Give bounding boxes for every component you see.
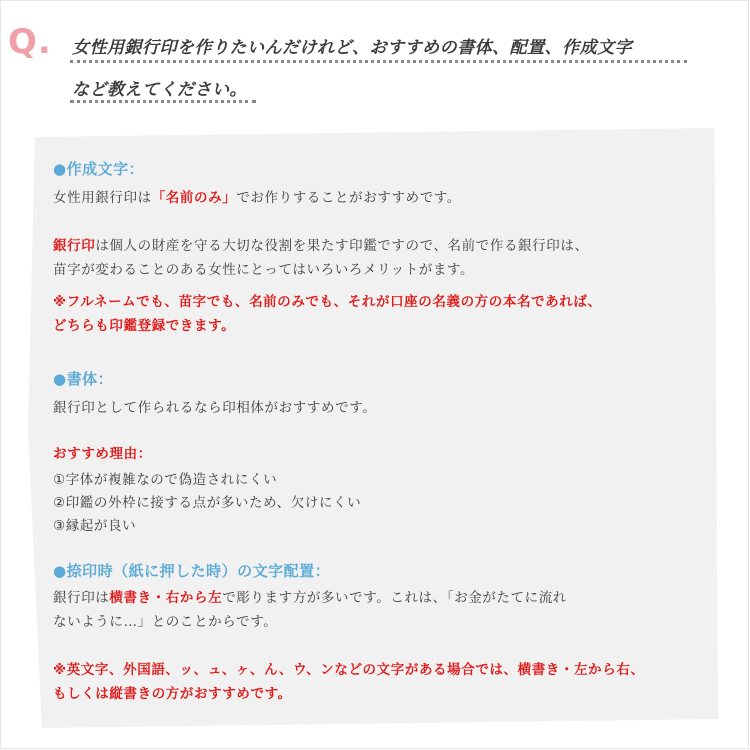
section2-line-1: 銀行印として作られるなら印相体がおすすめです。 <box>53 400 377 416</box>
section-heading-layout: ●捺印時（紙に押した時）の文字配置： <box>53 562 331 580</box>
highlight-name-only: 「名前のみ」 <box>151 190 237 206</box>
section1-line-1 <box>53 186 461 206</box>
text: 女性用銀行印は <box>53 190 152 206</box>
reason-item: ③縁起が良い <box>53 518 137 534</box>
text: 銀行印は <box>53 590 110 606</box>
dotted-underline-2 <box>70 100 256 103</box>
question-text-line-2: など教えてください。 <box>72 80 247 100</box>
section3-line-2: ないように…」とのことからです。 <box>53 614 278 630</box>
question-text-line-1: 女性用銀行印を作りたいんだけれど、おすすめの書体、配置、作成文字 <box>72 38 633 58</box>
answer-panel <box>28 128 718 728</box>
reason-item: ①字体が複雑なので偽造されにくい <box>53 472 278 488</box>
section1-line-2 <box>53 234 589 254</box>
text: でお作りすることがおすすめです。 <box>236 190 461 206</box>
section1-line-3: 苗字が変わることのある女性にとってはいろいろメリットがます。 <box>53 262 475 278</box>
text: で彫ります方が多いです。これは、「お金がたてに流れ <box>222 590 567 606</box>
reason-heading: おすすめ理由： <box>53 446 152 462</box>
highlight-horizontal-right-to-left: 横書き・右から左 <box>109 590 223 606</box>
section3-note-1: ※英文字、外国語、ッ、ュ、ヶ、ん、ウ、ンなどの文字がある場合では、横書き・左から右、 <box>53 662 645 678</box>
highlight-bank-seal: 銀行印 <box>53 238 96 254</box>
section-heading-typeface: ●書体： <box>53 370 114 388</box>
reason-item: ②印鑑の外枠に接する点が多いため、欠けにくい <box>53 495 362 511</box>
section3-line-1 <box>53 586 567 606</box>
section1-note-2: どちらも印鑑登録できます。 <box>53 318 236 334</box>
text: は個人の財産を守る大切な役割を果たす印鑑ですので、名前で作る銀行印は、 <box>95 238 589 254</box>
section1-note-1: ※フルネームでも、苗字でも、名前のみでも、それが口座の名義の方の本名であれば、 <box>53 294 602 310</box>
section-heading-characters: ●作成文字： <box>53 160 145 178</box>
dotted-underline-1 <box>70 60 687 63</box>
question-mark: Q. <box>8 22 52 62</box>
section3-note-2: もしくは縦書きの方がおすすめです。 <box>53 686 292 702</box>
